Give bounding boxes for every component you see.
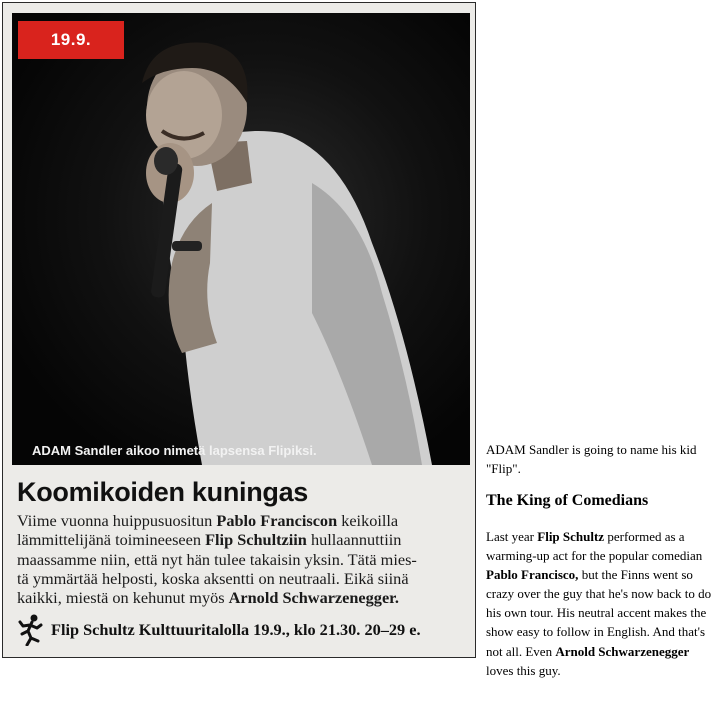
event-text: Flip Schultz Kulttuuritalolla 19.9., klo 21.30. 20–29 e. [51, 620, 421, 639]
translation-line: his own tour. His neutral accent makes the [486, 605, 707, 621]
translation-line: warming-up act for the popular comedian [486, 548, 703, 564]
translation-line: Pablo Francisco, but the Finns went so [486, 567, 693, 583]
runner-icon [17, 614, 43, 646]
body-line: maassamme niin, että nyt hän tulee takaisin yksin. Tätä mies- [17, 549, 417, 569]
performer-photo [12, 13, 470, 465]
newspaper-clipping [2, 2, 476, 658]
translation-body [486, 527, 712, 680]
translation-caption: ADAM Sandler is going to name his kid "Flip". [486, 442, 697, 476]
photo-caption: ADAM Sandler aikoo nimetä lapsensa Flipiksi. [32, 443, 317, 458]
body-line: Viime vuonna huippusuositun Pablo Franciscon keikoilla [17, 511, 399, 530]
body-line: lämmittelijänä toimineeseen Flip Schultziin hullaannuttiin [17, 530, 402, 550]
translation-line: show easy to follow in English. And that's [486, 624, 706, 640]
performer-illustration [12, 13, 470, 465]
event-info [17, 614, 421, 646]
body-line: tä ymmärtää helposti, koska aksentti on neutraali. Eikä siinä [17, 568, 409, 588]
date-badge: 19.9. [18, 21, 124, 59]
headline: Koomikoiden kuningas [17, 477, 309, 507]
translation-line: Last year Flip Schultz performed as a [486, 529, 685, 544]
translation-line: crazy over the guy that he's now back to do [486, 586, 712, 602]
translation-line: not all. Even Arnold Schwarzenegger [486, 643, 690, 659]
article-body-finnish [17, 511, 465, 607]
body-line: kaikki, miestä on kehunut myös Arnold Schwarzenegger. [17, 588, 399, 608]
translation-title: The King of Comedians [486, 492, 649, 509]
translation-line: loves this guy. [486, 662, 561, 678]
